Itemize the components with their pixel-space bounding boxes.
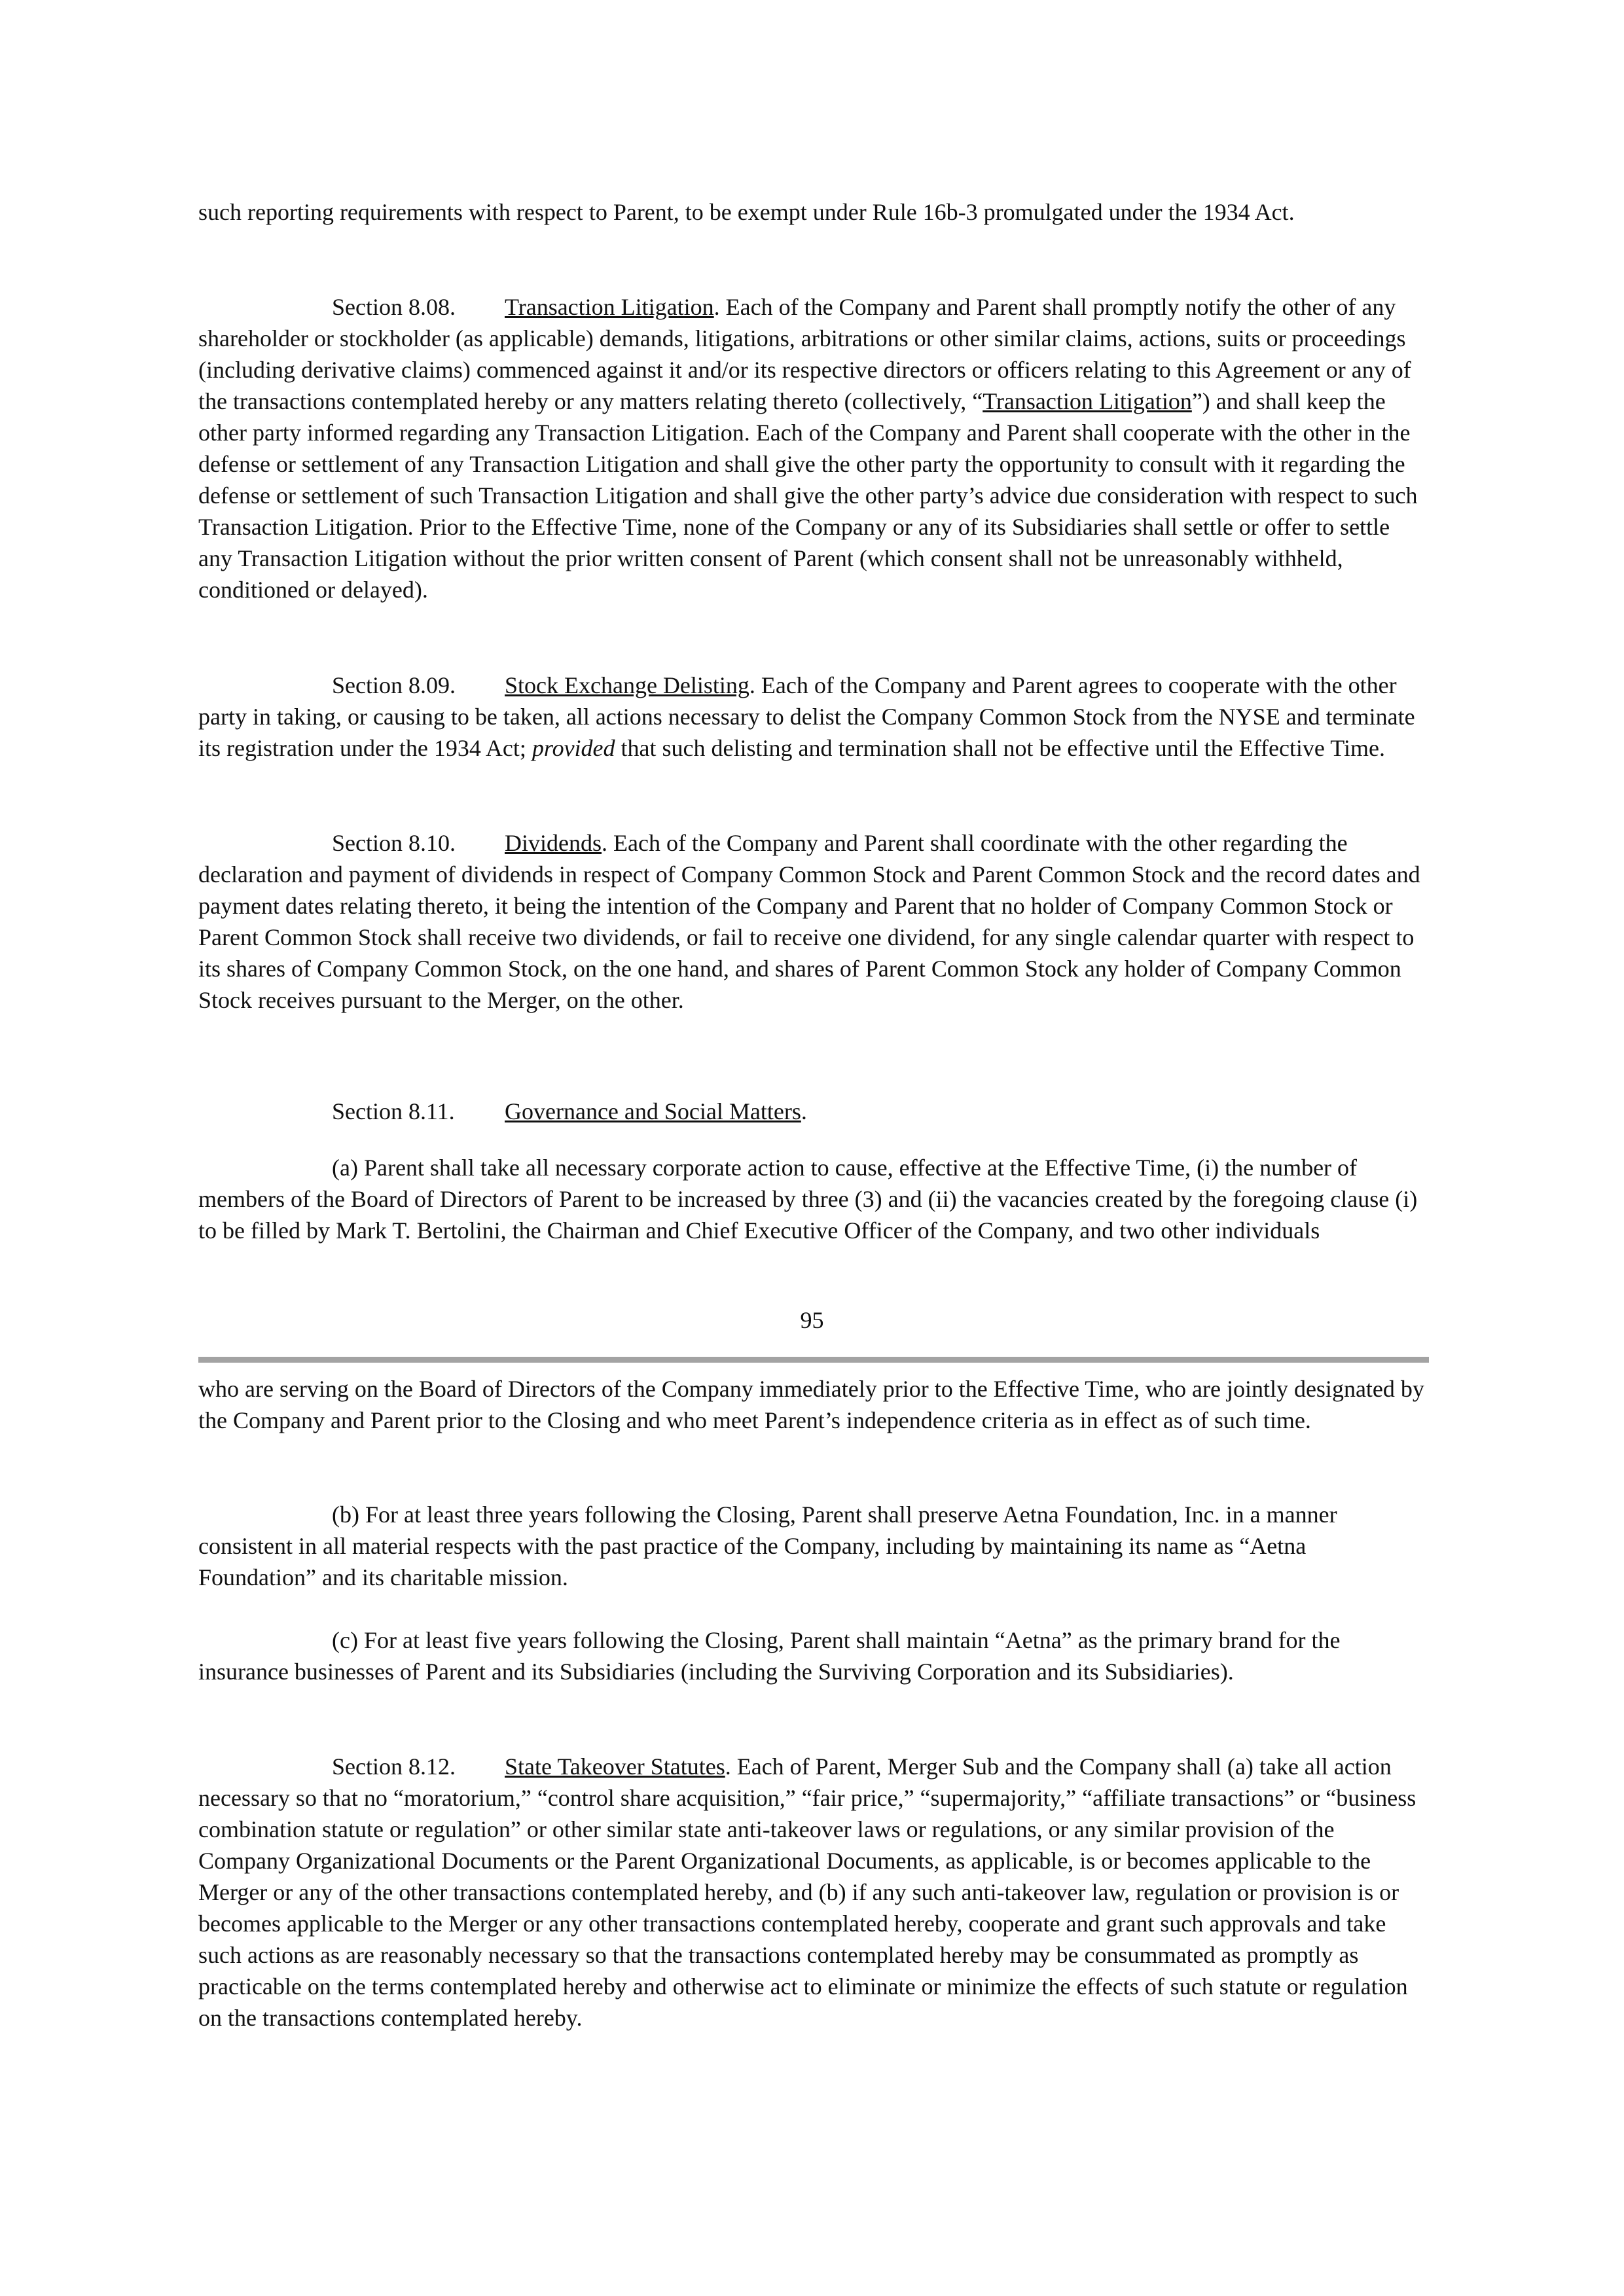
section-number: Section 8.09.	[332, 672, 456, 698]
section-number: Section 8.11.	[332, 1098, 455, 1124]
emphasis-text: provided	[532, 735, 615, 761]
section-8-09	[198, 670, 1429, 764]
page-number: 95	[800, 1307, 824, 1333]
section-8-11-c	[198, 1624, 1429, 1687]
section-8-08	[198, 291, 1429, 605]
paragraph-text: who are serving on the Board of Directors of the Company immediately prior to the Effective Time, who are jointly designated by the Company and Parent prior to the Closing and who meet Parent’s independence criteria as in effect as of such time.	[198, 1376, 1424, 1433]
section-8-11-a	[198, 1152, 1429, 1246]
section-text: . Each of the Company and Parent shall promptly notify the other of any shareholder or stockholder (as applicable) demands, litigations, arbitrations or other similar claims, actions, suits or proceedings (including derivative claims) commenced against it and/or its respective directors or officers relating to this Agreement or any of the transactions contemplated hereby or any matters relating thereto (collectively, “	[198, 294, 1411, 414]
section-text: ”) and shall keep the other party informed regarding any Transaction Litigation. Each of the Company and Parent shall cooperate with the other in the defense or settlement of any Transaction Litigation and shall give the other party the opportunity to consult with it regarding the defense or settlement of such Transaction Litigation and shall give the other party’s advice due consideration with respect to such Transaction Litigation. Prior to the Effective Time, none of the Company or any of its Subsidiaries shall settle or offer to settle any Transaction Litigation without the prior written consent of Parent (which consent shall not be unreasonably withheld, conditioned or delayed).	[198, 388, 1418, 603]
section-number: Section 8.12.	[332, 1753, 456, 1780]
section-text: . Each of the Company and Parent shall coordinate with the other regarding the declaration and payment of dividends in respect of Company Common Stock and Parent Common Stock and the record dates and payment dates relating thereto, it being the intention of the Company and Parent that no holder of Company Common Stock or Parent Common Stock shall receive two dividends, or fail to receive one dividend, for any single calendar quarter with respect to its shares of Company Common Stock, on the one hand, and shares of Parent Common Stock any holder of Company Common Stock receives pursuant to the Merger, on the other.	[198, 830, 1420, 1013]
section-text: that such delisting and termination shall not be effective until the Effective Time.	[615, 735, 1385, 761]
section-title: Transaction Litigation	[505, 294, 714, 320]
subsection-text: (c) For at least five years following the Closing, Parent shall maintain “Aetna” as the primary brand for the insurance businesses of Parent and its Subsidiaries (including the Surviving Corporation and its Subsidiaries).	[198, 1627, 1341, 1685]
subsection-text: (a) Parent shall take all necessary corporate action to cause, effective at the Effective Time, (i) the number of members of the Board of Directors of Parent to be increased by three (3) and (ii) the vacancies created by the foregoing clause (i) to be filled by Mark T. Bertolini, the Chairman and Chief Executive Officer of the Company, and two other individuals	[198, 1155, 1418, 1244]
section-title: State Takeover Statutes	[505, 1753, 725, 1780]
section-text: . Each of Parent, Merger Sub and the Company shall (a) take all action necessary so that no “moratorium,” “control share acquisition,” “fair price,” “supermajority,” “affiliate transactions” or “business combination statute or regulation” or other similar state anti-takeover laws or regulations, or any similar provision of the Company Organizational Documents or the Parent Organizational Documents, as applicable, is or becomes applicable to the Merger or any of the other transactions contemplated hereby, and (b) if any such anti-takeover law, regulation or provision is or becomes applicable to the Merger or any other transactions contemplated hereby, cooperate and grant such approvals and take such actions as are reasonably necessary so that the transactions contemplated hereby may be consummated as promptly as practicable on the terms contemplated hereby and otherwise act to eliminate or minimize the effects of such statute or regulation on the transactions contemplated hereby.	[198, 1753, 1416, 2031]
section-text: . Each of the Company and Parent agrees to cooperate with the other party in taking, or causing to be taken, all actions necessary to delist the Company Common Stock from the NYSE and terminate its registration under the 1934 Act;	[198, 672, 1415, 761]
section-title: Governance and Social Matters	[505, 1098, 801, 1124]
section-title: Stock Exchange Delisting	[505, 672, 749, 698]
page-divider	[198, 1357, 1429, 1363]
section-title: Dividends	[505, 830, 602, 856]
section-number: Section 8.10.	[332, 830, 456, 856]
section-8-11-a-continued	[198, 1373, 1429, 1436]
section-8-11-heading: Section 8.11. Governance and Social Matters.	[198, 1096, 1429, 1127]
section-8-12	[198, 1751, 1429, 2034]
defined-term: Transaction Litigation	[983, 388, 1192, 414]
paragraph-reporting-requirements	[198, 196, 1429, 228]
paragraph-text: such reporting requirements with respect to Parent, to be exempt under Rule 16b-3 promulgated under the 1934 Act.	[198, 199, 1295, 225]
section-number: Section 8.08.	[332, 294, 456, 320]
section-8-10	[198, 827, 1429, 1016]
subsection-text: (b) For at least three years following the Closing, Parent shall preserve Aetna Foundation, Inc. in a manner consistent in all material respects with the past practice of the Company, including by maintaining its name as “Aetna Foundation” and its charitable mission.	[198, 1501, 1337, 1590]
section-8-11-b	[198, 1499, 1429, 1593]
